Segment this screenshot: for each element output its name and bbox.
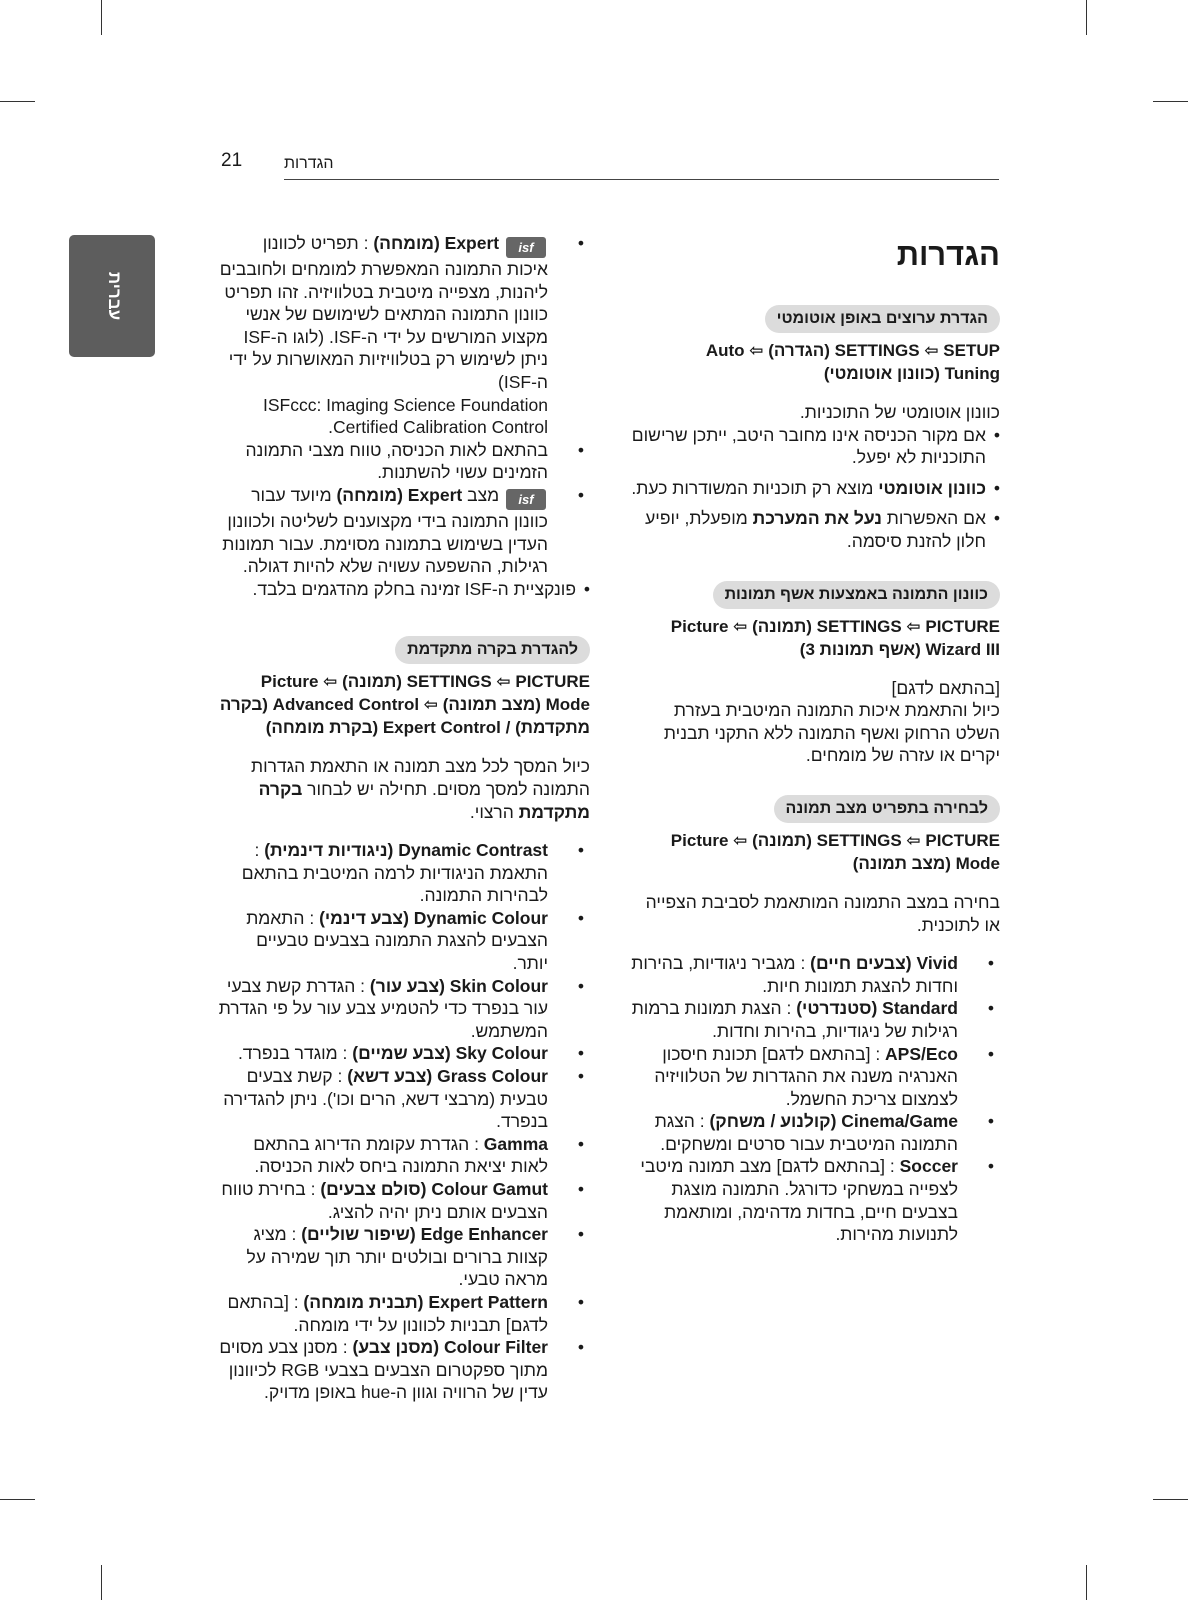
model-note: [בהתאם לדגם] [891,677,1000,698]
expert-notes-list [218,232,590,600]
list-item: • Sky Colour (צבע שמיים) : מוגדר בנפרד. [218,1042,590,1065]
section-heading-advanced-control: להגדרת בקרה מתקדמת [395,636,590,664]
paragraph: בחירה במצב התמונה המותאמת לסביבת הצפייה או לתוכנית. [645,891,1000,935]
list-item: • Standard (סטנדרטי) : הצגת תמונות ברמות רגילות של ניגודיות, בהירות וחדות. [628,997,1000,1042]
list-item: • Dynamic Colour (צבע דינמי) : התאמת הצבעים להצגת התמונה בצבעים טבעיים יותר. [218,907,590,975]
list-item: • Soccer : [בהתאם לדגם] מצב תמונה מיטבי לצפייה במשחקי כדורגל. התמונה מוצגת בצבעים חיים, בחדות מדהימה, ומותאמת לתנועות מהירות. [628,1155,1000,1245]
list-item: • Vivid (צבעים חיים) : מגביר ניגודיות, בהירות וחדות להצגת תמונות חיות. [628,952,1000,997]
crop-mark [1153,1499,1188,1500]
picture-mode-list [628,952,1000,1246]
section-heading-picture-wizard: כוונון התמונה באמצעות אשף תמונות [713,581,1000,609]
menu-path: SETTINGS ⇦ PICTURE (תמונה) ⇦ Picture [260,672,590,692]
crop-mark [101,0,102,35]
right-column [628,232,1000,1246]
page-number: 21 [221,150,243,171]
list-item: • Expert Pattern (תבנית מומחה) : [בהתאם לדגם] תבניות לכוונון על ידי מומחה. [218,1291,590,1336]
list-item: • אם מקור הכניסה אינו מחובר היטב, ייתכן שרישום התוכניות לא יפעל. [628,424,1000,469]
crop-mark [1086,0,1087,35]
menu-path: SETTINGS ⇦ SETUP (הגדרה) ⇦ Auto [705,341,1000,360]
list-item: • Colour Gamut (סולם צבעים) : בחירת טווח הצבעים אותם ניתן יהיה להציג. [218,1178,590,1223]
language-label: עברית [104,271,124,321]
list-item: • בהתאם לאות הכניסה, טווח מצבי התמונה הזמינים עשוי להשתנות. [218,439,590,484]
page-title: הגדרות [896,237,1000,272]
header-rule [284,179,999,180]
list-item: • Dynamic Contrast (ניגודיות דינמית) : התאמת הניגודיות לרמה המיטבית בהתאם לבהירות התמונה. [218,839,590,907]
isf-logo-icon: isf [506,237,546,258]
crop-mark [0,101,35,102]
language-side-tab [69,235,155,357]
crop-mark [1153,101,1188,102]
crop-mark [1086,1565,1087,1600]
section-heading-auto-tuning: הגדרת ערוצים באופן אוטומטי [765,305,1000,333]
menu-path: SETTINGS ⇦ PICTURE (תמונה) ⇦ Picture [670,830,1000,850]
list-item: • אם האפשרות נעל את המערכת מופעלת, יופיע חלון להזנת סיסמה. [628,507,1000,552]
crop-mark [0,1499,35,1500]
list-item: • isf מצב Expert (מומחה) מיועד עבור כוונון התמונה בידי מקצוענים לשליטה ולכוונון העדין בשימוש בתמונה מסוימת. עבור תמונות רגילות, ההשפעה עשויה שלא להיות דגולה. [218,484,590,578]
menu-path: מתקדמת) / Expert Control (בקרת מומחה) [265,718,590,738]
advanced-control-list [218,839,590,1404]
list-item: • Skin Colour (צבע עור) : הגדרת קשת צבעי עור בנפרד כדי להטמיע צבע עור על פי הגדרת המשתמש. [218,975,590,1043]
list-item: • Gamma : הגדרת עקומת הדירוג בהתאם לאות יציאת התמונה ביחס לאות הכניסה. [218,1133,590,1178]
list-item: • Cinema/Game (קולנוע / משחק) : הצגת התמונה המיטבית עבור סרטים ומשחקים. [628,1110,1000,1155]
paragraph: כוונון אוטומטי של התוכניות. [799,402,1000,422]
left-column [218,232,590,1404]
paragraph: כיול והתאמת איכות התמונה המיטבית בעזרת השלט הרחוק ואשף התמונה ללא התקני תבנית יקרים או עזרה של מומחים. [663,700,1000,766]
bullet-list [628,424,1000,553]
paragraph: כיול המסך לכל מצב תמונה או התאמת הגדרות התמונה למסך מסוים. תחילה יש לבחור בקרה מתקדמת הרצוי. [251,756,590,822]
list-item: • Grass Colour (צבע דשא) : קשת צבעים טבעית (מרבצי דשא, הרים וכו'). ניתן להגדירה בנפרד. [218,1065,590,1133]
menu-path: Mode (מצב תמונה) [852,853,1000,873]
running-header: הגדרות [284,155,334,172]
list-item: • Colour Filter (מסנן צבע) : מסנן צבע מסוים מתוך ספקטרום הצבעים בצבעי RGB לכיוונון עדין של הרוויה וגוון ה-hue באופן מדויק. [218,1336,590,1404]
section-heading-picture-mode: לבחירה בתפריט מצב תמונה [774,795,1000,823]
menu-path: Wizard III (אשף תמונות 3) [799,639,1000,659]
menu-path: SETTINGS ⇦ PICTURE (תמונה) ⇦ Picture [670,616,1000,636]
menu-path: Mode (מצב תמונה) ⇦ Advanced Control (בקרה [219,695,590,715]
list-item: • Edge Enhancer (שיפור שוליים) : מציג קצוות ברורים ובולטים יותר תוך שמירה על מראה טבעי. [218,1223,590,1291]
list-item: • isf Expert (מומחה) : תפריט לכוונון איכות התמונה המאפשרת למומחים ולחובבים ליהנות, מצפייה מיטבית בטלוויזיה. זהו תפריט כוונון התמונה המתאים לשימושם של אנשי מקצוע המורשים על ידי ה-ISF. (לוגו ה-ISF ניתן לשימוש רק בטלוויזיות המאושרות על ידי ה-ISF) ISFccc: Imaging Science Foundation Certified Calibration Control. [218,232,590,439]
crop-mark [101,1565,102,1600]
list-item: • כוונון אוטומטי מוצא רק תוכניות המשודרות כעת. [628,477,1000,500]
list-item: • פונקציית ה-ISF זמינה בחלק מהדגמים בלבד. [218,578,590,601]
list-item: • APS/Eco : [בהתאם לדגם] תכונת חיסכון האנרגיה משנה את ההגדרות של הטלוויזיה לצמצום צריכת החשמל. [628,1043,1000,1111]
menu-path: Tuning (כוונון אוטומטי) [823,364,1000,383]
isf-logo-icon: isf [506,489,546,510]
